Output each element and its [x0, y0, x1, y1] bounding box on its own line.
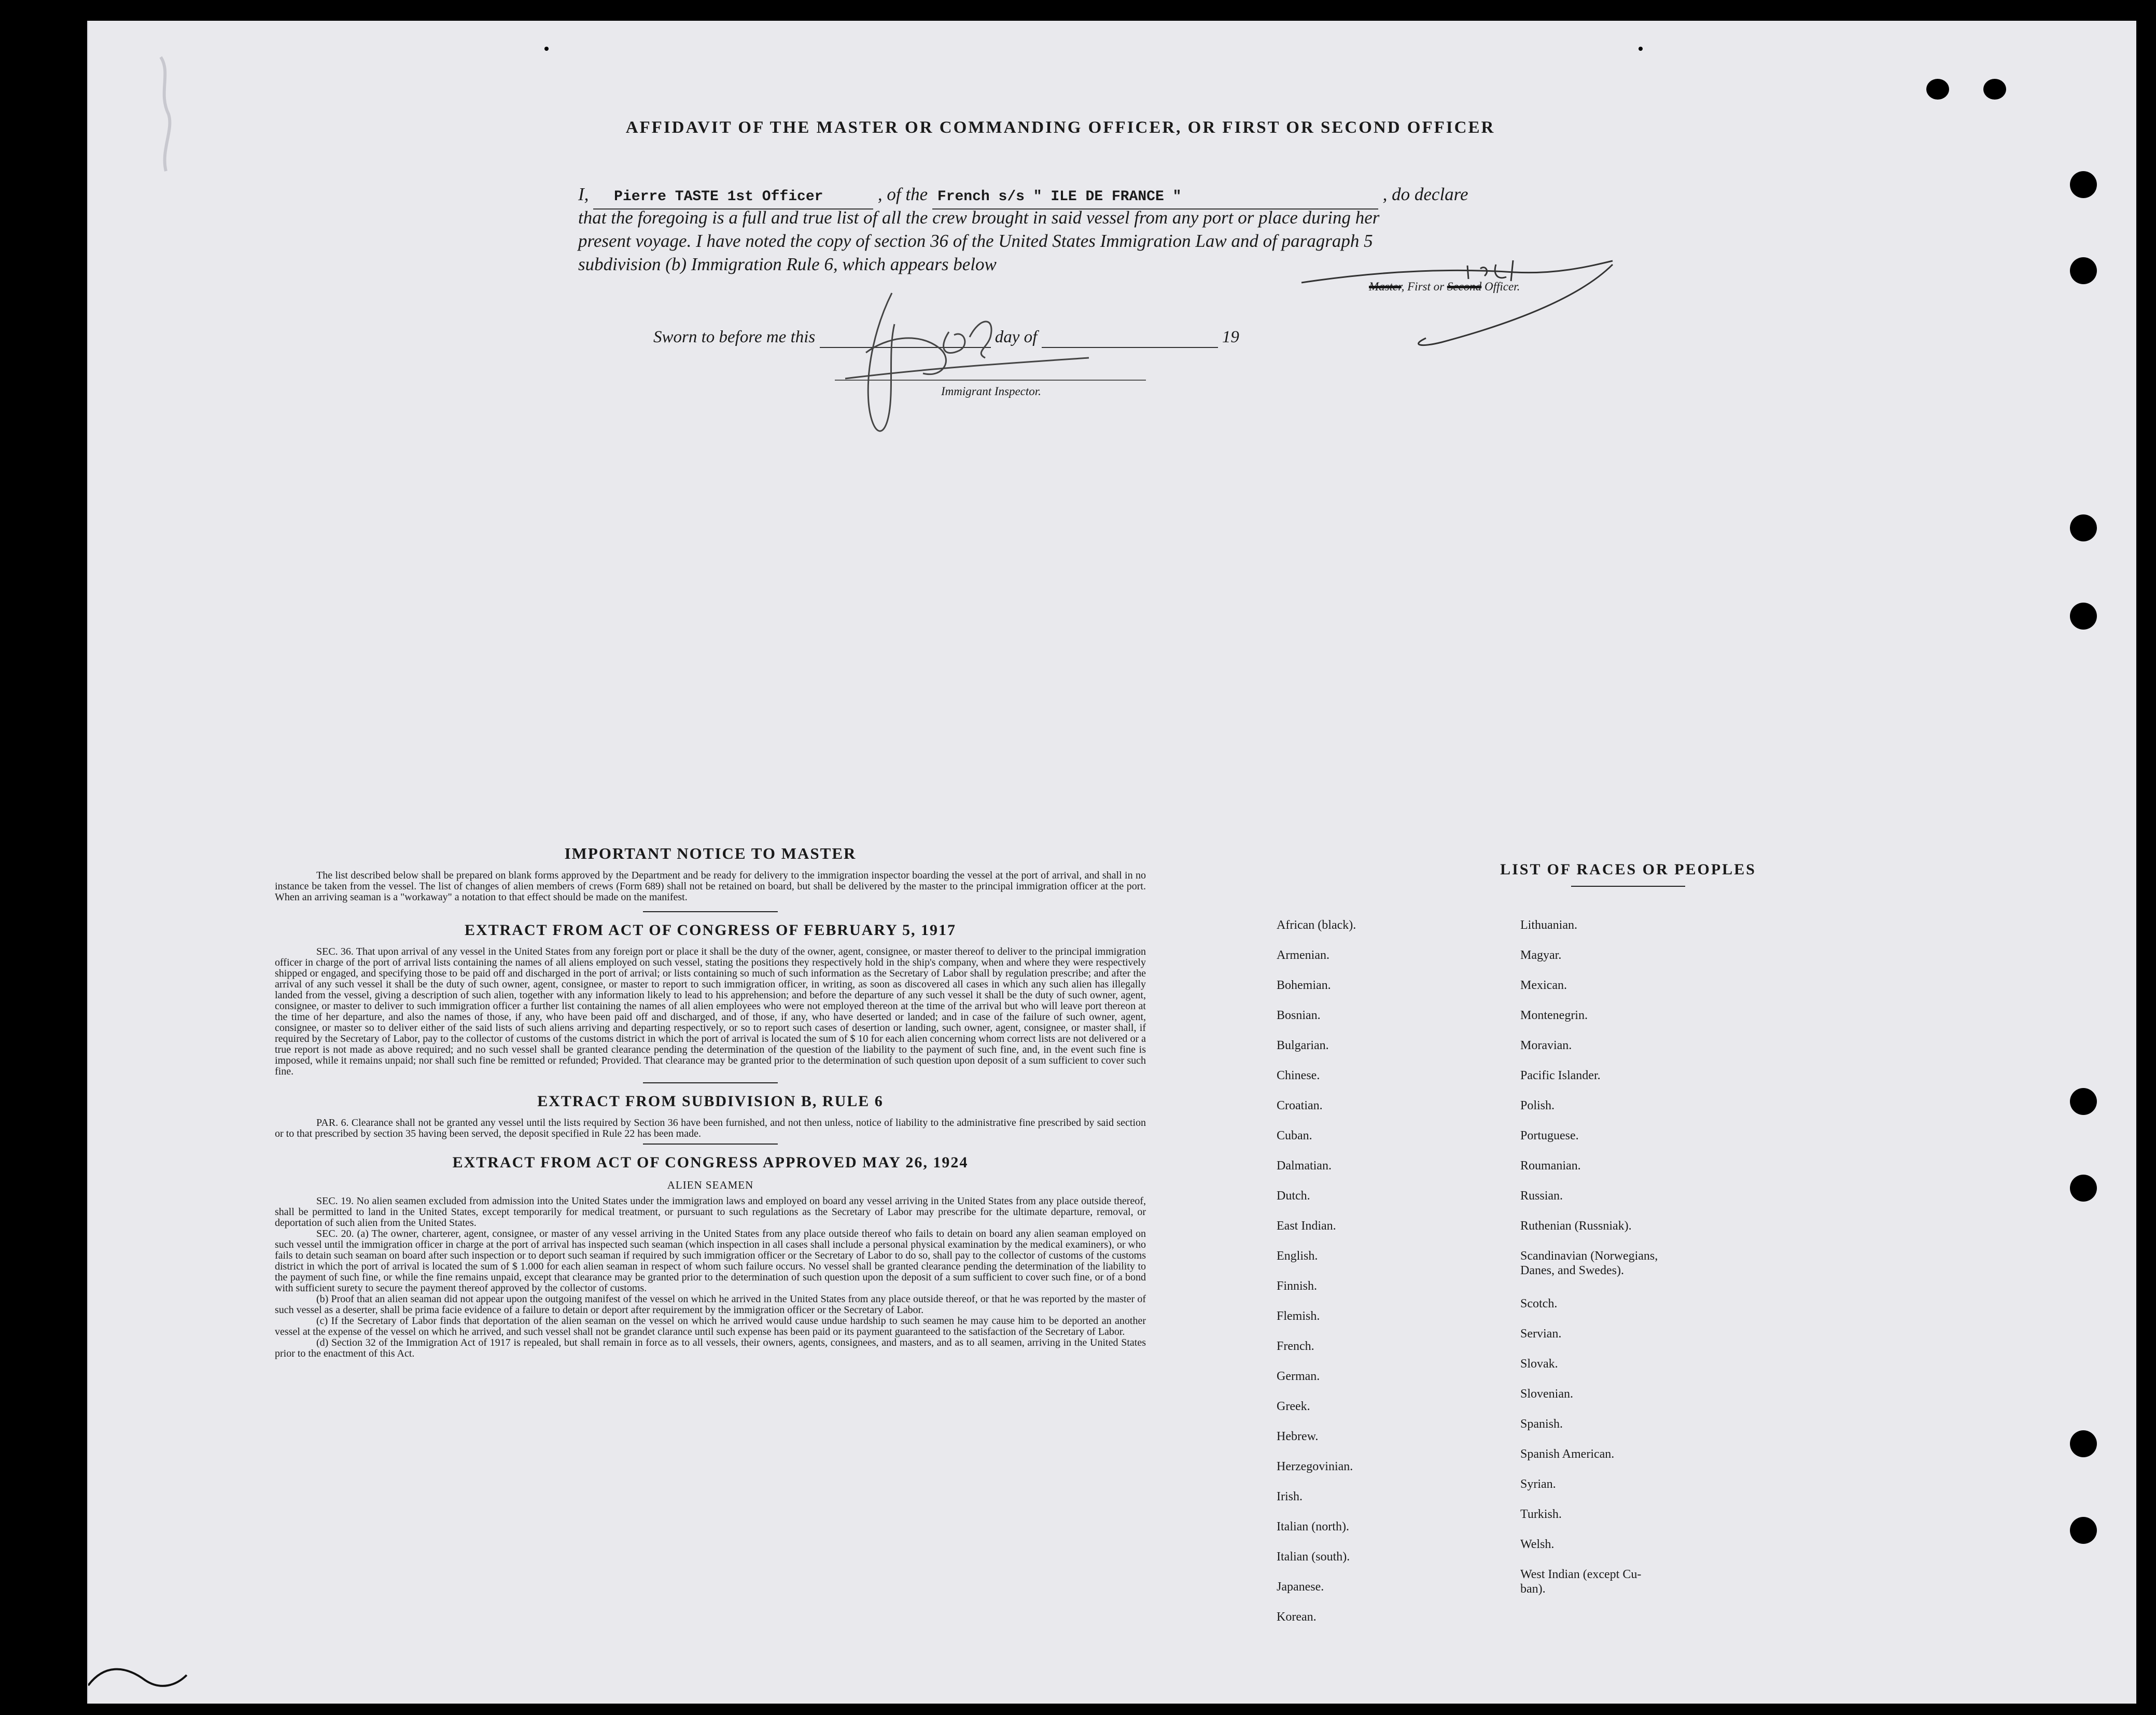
- sworn-prefix: Sworn to before me this: [653, 328, 816, 346]
- race-item: Cuban.: [1277, 1129, 1312, 1142]
- extract-1924-title: EXTRACT FROM ACT OF CONGRESS APPROVED MAY 26, 1924: [452, 1154, 969, 1171]
- sec-19-paragraph: SEC. 19. No alien seamen excluded from admission into the United States under the immigration laws and employed on board any vessel arriving in the United States from any place outside thereof, shall be permitted to land in the United States, except temporarily for medical treatment, or pursuant to such regulations as the Secretary of Labor may prescribe for the ultimate departure, removal, or deportation of such alien from the United States.: [275, 1195, 1146, 1229]
- races-title: LIST OF RACES OR PEOPLES: [1500, 861, 1756, 878]
- binder-hole: [2070, 1175, 2097, 1202]
- race-item: Japanese.: [1277, 1580, 1324, 1594]
- races-left-column: [1277, 918, 1505, 1640]
- race-item: Italian (south).: [1277, 1550, 1350, 1564]
- race-item: Magyar.: [1520, 949, 1562, 962]
- race-item: Herzegovinian.: [1277, 1460, 1353, 1473]
- extract-1917-title: EXTRACT FROM ACT OF CONGRESS OF FEBRUARY 5, 1917: [464, 922, 957, 939]
- affidavit-prefix: I,: [578, 184, 589, 204]
- race-item: West Indian (except Cu- ban).: [1520, 1568, 1642, 1596]
- race-item: Portuguese.: [1520, 1129, 1579, 1142]
- inspector-signature: [845, 293, 1089, 431]
- sec-20a-paragraph: SEC. 20. (a) The owner, charterer, agent, consignee, or master of any vessel arriving in the United States from any place outside thereof who fails to detain on board any alien seaman employed on such vessel until the immigration officer in charge at the port of arrival has inspected such seaman (which inspection in all cases shall include a personal physical examination by the medical examiners), or who fails to detain such seaman on board after such inspection or to deport such seaman if required by such immigration officer or the Secretary of Labor to do so, shall pay to the collector of customs of the customs district in which the port of arrival is located the sum of $ 1.000 for each alien seaman in respect of whom such failure occurs. No vessel shall be granted clearance pending the determination of the liability to the payment of such fine, or while the fine remains unpaid, except that clearance may be granted prior to the determination of such question upon the deposit of a sum sufficient to cover such fine, or of a bond with sufficient surety to secure the payment thereof approved by the collector of customs.: [275, 1228, 1146, 1294]
- race-item: Croatian.: [1277, 1099, 1323, 1112]
- race-item: Flemish.: [1277, 1309, 1320, 1323]
- race-item: Pacific Islander.: [1520, 1069, 1601, 1082]
- binder-hole: [2070, 257, 2097, 284]
- officer-word: Officer.: [1481, 280, 1520, 293]
- divider: [643, 1082, 778, 1083]
- race-item: Montenegrin.: [1520, 1009, 1588, 1022]
- race-item: African (black).: [1277, 918, 1356, 932]
- binder-hole: [2070, 171, 2097, 198]
- subdivision-b-title: EXTRACT FROM SUBDIVISION B, RULE 6: [537, 1093, 884, 1110]
- race-item: Slovak.: [1520, 1357, 1558, 1371]
- divider: [643, 911, 778, 912]
- binder-hole: [2070, 603, 2097, 630]
- race-item: East Indian.: [1277, 1219, 1336, 1233]
- race-item: Finnish.: [1277, 1279, 1318, 1293]
- race-item: Turkish.: [1520, 1508, 1562, 1521]
- race-item: Hebrew.: [1277, 1430, 1319, 1443]
- race-item: Ruthenian (Russniak).: [1520, 1219, 1632, 1233]
- sworn-year: 19: [1222, 328, 1239, 346]
- race-item: Mexican.: [1520, 979, 1567, 992]
- extract-1917-body: SEC. 36. That upon arrival of any vessel in the United States from any foreign port or place it shall be the duty of the owner, agent, consignee, or master thereof to deliver to the principal immigration officer in charge of the port of arrival lists containing the names of all aliens employed on such vessel, stating the positions they respectively hold in the ship's company, when and where they were respectively shipped or engaged, and specifying those to be paid off and discharged in the port of arrival; or lists containing so much of such information as the Secretary of Labor shall by regulation prescribe; and after the arrival of any such vessel it shall be the duty of such owner, agent, consignee, or master to report to such immigration officer, in writing, as soon as discovered all cases in which any such alien has illegally landed from the vessel, giving a description of such alien, together with any information likely to lead to his apprehension; and before the departure of any such vessel it shall be the duty of such owner, agent, consignee, or master to deliver to such immigration officer a further list containing the names of all alien employees who were not employed thereon at the time of the arrival but who will leave port thereon at the time of her departure, and also the names of those, if any, who have been paid off and discharged, and of those, if any, who have deserted or landed; and in case of the failure of such owner, agent, consignee, or master so to deliver either of the said lists of such aliens arriving and departing respectively, or so to report such cases of desertion or landing, such owner, agent, consignee, or master shall, if required by the Secretary of Labor, pay to the collector of customs of the customs district in which the port of arrival is located the sum of $ 10 for each alien concerning whom correct lists are not delivered or a true report is not made as above required; and no such vessel shall be granted clearance pending the determination of the question of the liability to the payment of such fine, and, in the event such fine is imposed, while it remains unpaid; nor shall such fine be remitted or refunded; Provided. That clearance may be granted prior to the determination of such question upon deposit of a sum sufficient to cover such fine.: [275, 946, 1146, 1077]
- binder-hole: [2070, 514, 2097, 541]
- sworn-line: [653, 328, 1239, 348]
- races-right-column: [1520, 918, 1748, 1615]
- inspector-label: Immigrant Inspector.: [941, 385, 1041, 398]
- race-item: Lithuanian.: [1520, 918, 1577, 932]
- race-item: Dutch.: [1277, 1189, 1310, 1203]
- affidavit-line-4: subdivision (b) Immigration Rule 6, which appears below: [578, 254, 997, 274]
- vessel-name: French s/s " ILE DE FRANCE ": [937, 189, 1182, 205]
- race-item: Irish.: [1277, 1490, 1303, 1503]
- sworn-month-field: [1042, 328, 1218, 348]
- race-item: Russian.: [1520, 1189, 1563, 1203]
- race-item: German.: [1277, 1370, 1320, 1383]
- affidavit-line-3: present voyage. I have noted the copy of section 36 of the United States Immigration Law and of paragraph 5: [578, 231, 1373, 251]
- document-page: [87, 21, 2136, 1704]
- sec-20b-paragraph: (b) Proof that an alien seaman did not appear upon the outgoing manifest of the vessel on which he arrived in the United States from any place outside thereof, or that he was reported by the master of such vessel as a deserter, shall be prima facie evidence of a failure to detain or deport after requirement by the immigration officer or the Secretary of Labor.: [275, 1293, 1146, 1316]
- binder-hole: [2070, 1088, 2097, 1115]
- sec-20d-paragraph: (d) Section 32 of the Immigration Act of 1917 is repealed, but shall remain in force as to all vessels, their owners, agents, consignees, and masters, and as to all seamen, arriving in the United States prior to the enactment of this Act.: [275, 1337, 1146, 1359]
- race-item: English.: [1277, 1249, 1318, 1263]
- race-item: Spanish American.: [1520, 1447, 1615, 1461]
- races-divider: [1571, 886, 1685, 887]
- race-item: Scandinavian (Norwegians, Danes, and Swedes).: [1520, 1249, 1658, 1277]
- affidavit-line-2: that the foregoing is a full and true list of all the crew brought in said vessel from any port or place during her: [578, 207, 1380, 228]
- race-item: Spanish.: [1520, 1417, 1563, 1431]
- race-item: Bohemian.: [1277, 979, 1331, 992]
- affidavit-of-the: , of the: [877, 184, 928, 204]
- binder-hole: [1983, 79, 2006, 100]
- race-item: French.: [1277, 1340, 1314, 1353]
- affidavit-line-1: [578, 183, 1574, 206]
- struck-second: Second: [1447, 280, 1482, 293]
- race-item: Roumanian.: [1520, 1159, 1581, 1173]
- page-edge-mark: [156, 52, 176, 176]
- affidavit-suffix: , do declare: [1382, 184, 1468, 204]
- sec-20c-paragraph: (c) If the Secretary of Labor finds that deportation of the alien seaman on the vessel on which he arrived would cause undue hardship to such seamen he may cause him to be deported an another vessel at the expense of the vessel on which he arrived, and such vessel shall not be grandet clarance until such expense has been paid or its payment guaranteed to the satisfaction of the Secretary of Labor.: [275, 1315, 1146, 1337]
- notice-body: The list described below shall be prepared on blank forms approved by the Department and be ready for delivery to the immigration inspector boarding the vessel at the port of arrival, and shall in no instance be taken from the vessel. The list of changes of alien members of crews (Form 689) shall not be retained on board, but shall be delivered by the master to the principal immigration officer at the port. When an arriving seaman is a "workaway" a notation to that effect should be made on the manifest.: [275, 870, 1146, 903]
- struck-master: Master: [1369, 280, 1402, 293]
- officer-signature-label: [1369, 280, 1520, 294]
- race-item: Chinese.: [1277, 1069, 1320, 1082]
- race-item: Welsh.: [1520, 1538, 1555, 1551]
- race-item: Italian (north).: [1277, 1520, 1349, 1533]
- race-item: Polish.: [1520, 1099, 1555, 1112]
- notice-section: [275, 844, 1146, 1359]
- top-dot: [544, 47, 549, 51]
- officer-name: Pierre TASTE 1st Officer: [614, 189, 823, 205]
- top-dot: [1639, 47, 1643, 51]
- race-item: Moravian.: [1520, 1039, 1572, 1052]
- binder-hole: [2070, 1430, 2097, 1457]
- binder-hole: [1926, 79, 1949, 100]
- race-item: Syrian.: [1520, 1477, 1556, 1491]
- affidavit-body: [578, 183, 1574, 276]
- race-item: Slovenian.: [1520, 1387, 1573, 1401]
- subdivision-b-body: PAR. 6. Clearance shall not be granted any vessel until the lists required by Section 36 have been furnished, and not then unless, notice of liability to the administrative fine prescribed by said section or to that prescribed by section 35 having been served, the deposit specified in Rule 22 has been made.: [275, 1117, 1146, 1139]
- inspector-signature-line: [835, 380, 1146, 381]
- race-item: Dalmatian.: [1277, 1159, 1332, 1173]
- race-item: Greek.: [1277, 1400, 1310, 1413]
- race-item: Scotch.: [1520, 1297, 1558, 1310]
- sworn-day-field: [820, 328, 991, 348]
- bottom-left-corner-scrawl: [88, 1669, 187, 1686]
- first-or: , First or: [1401, 280, 1445, 293]
- notice-title: IMPORTANT NOTICE TO MASTER: [564, 844, 857, 862]
- race-item: Bosnian.: [1277, 1009, 1321, 1022]
- race-item: Bulgarian.: [1277, 1039, 1329, 1052]
- race-item: Servian.: [1520, 1327, 1562, 1341]
- extract-1924-subtitle: ALIEN SEAMEN: [667, 1179, 754, 1191]
- affidavit-title: AFFIDAVIT OF THE MASTER OR COMMANDING OFFICER, OR FIRST OR SECOND OFFICER: [625, 118, 1495, 137]
- sworn-day-of: day of: [995, 328, 1038, 346]
- divider: [643, 1144, 778, 1145]
- race-item: Korean.: [1277, 1610, 1317, 1624]
- binder-hole: [2070, 1517, 2097, 1544]
- race-item: Armenian.: [1277, 949, 1329, 962]
